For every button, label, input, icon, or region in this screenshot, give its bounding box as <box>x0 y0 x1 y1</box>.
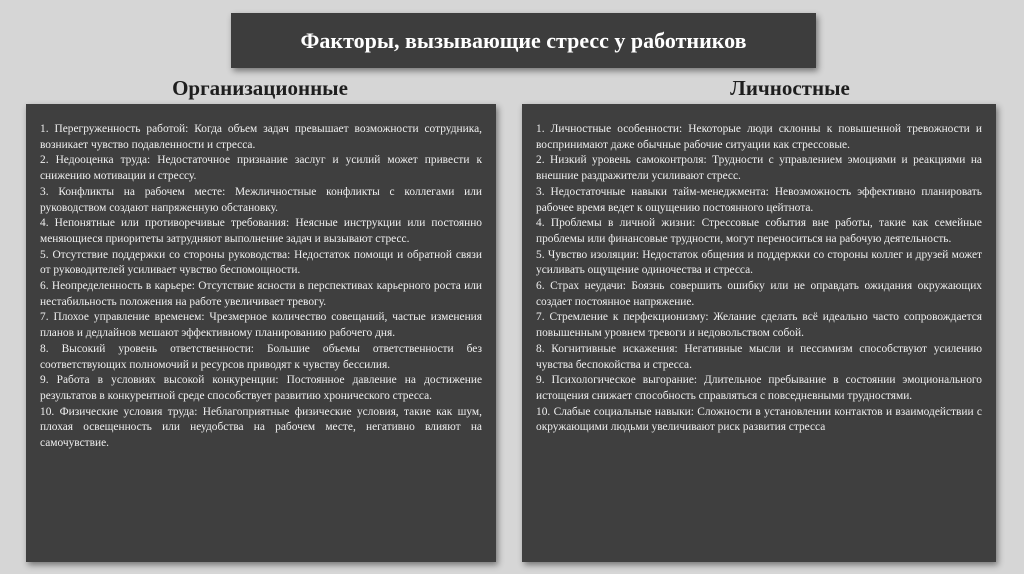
list-item: 2. Низкий уровень самоконтроля: Трудности с управлением эмоциями и реакциями на внешние раздражители усиливают стресс. <box>536 154 982 183</box>
list-item: 7. Плохое управление временем: Чрезмерное количество совещаний, частые изменения планов и дедлайнов мешают эффективному планированию рабочего дня. <box>40 311 482 340</box>
list-item: 10. Слабые социальные навыки: Сложности в установлении контактов и взаимодействии с окружающими людьми увеличивают риск развития стресса <box>536 405 982 434</box>
list-item: 5. Отсутствие поддержки со стороны руководства: Недостаток помощи и обратной связи от руководителей усиливает чувство беспомощности. <box>40 248 482 277</box>
slide-title: Факторы, вызывающие стресс у работников <box>300 27 747 53</box>
list-item: 8. Когнитивные искажения: Негативные мысли и пессимизм способствуют усилению чувства беспокойства и стресса. <box>536 342 982 371</box>
list-item: 9. Работа в условиях высокой конкуренции: Постоянное давление на достижение результатов в конкурентной среде способствует развитию хронического стресса. <box>40 374 482 402</box>
list-item: 8. Высокий уровень ответственности: Большие объемы ответственности без соответствующих полномочий и ресурсов приводят к чувству бессилия. <box>40 342 482 371</box>
list-item: 1. Перегруженность работой: Когда объем задач превышает возможности сотрудника, возникает чувство подавленности и стресса. <box>40 123 482 151</box>
list-item: 4. Проблемы в личной жизни: Стрессовые события вне работы, такие как семейные проблемы или финансовые трудности, могут переноситься на рабочую деятельность. <box>536 217 982 245</box>
list-item: 4. Непонятные или противоречивые требования: Неясные инструкции или постоянно меняющиеся приоритеты затрудняют выполнение задач и вызывают стресс. <box>40 217 482 245</box>
organizational-heading: Организационные <box>172 76 348 100</box>
list-item: 9. Психологическое выгорание: Длительное пребывание в состоянии эмоционального истощения снижает способность справляться с повседневными трудностями. <box>536 374 982 402</box>
list-item: 3. Конфликты на рабочем месте: Межличностные конфликты с коллегами или руководством создают напряженную обстановку. <box>40 185 482 214</box>
list-item: 2. Недооценка труда: Недостаточное признание заслуг и усилий может привести к снижению мотивации и стрессу. <box>40 154 482 183</box>
list-item: 1. Личностные особенности: Некоторые люди склонны к повышенной тревожности и воспринимают даже обычные рабочие ситуации как стрессовые. <box>536 123 982 151</box>
list-item: 3. Недостаточные навыки тайм-менеджмента: Невозможность эффективно планировать рабочее время ведет к ощущению постоянного цейтнота. <box>536 185 982 214</box>
list-item: 6. Страх неудачи: Боязнь совершить ошибку или не оправдать ожидания окружающих создает постоянное напряжение. <box>536 280 982 308</box>
list-item: 6. Неопределенность в карьере: Отсутствие ясности в перспективах карьерного роста или нестабильность положения на работе увеличивает тревогу. <box>40 280 482 308</box>
personal-factors-panel <box>522 104 996 562</box>
list-item: 10. Физические условия труда: Неблагоприятные физические условия, такие как шум, плохая освещенность или неудобства на рабочем месте, негативно влияют на самочувствие. <box>40 405 482 450</box>
list-item: 5. Чувство изоляции: Недостаток общения и поддержки со стороны коллег и друзей может усиливать ощущение одиночества и стресса. <box>536 248 982 277</box>
organizational-factors-panel <box>26 104 496 562</box>
personal-heading: Личностные <box>730 76 850 100</box>
list-item: 7. Стремление к перфекционизму: Желание сделать всё идеально часто сопровождается повышенным уровнем тревоги и недовольством собой. <box>536 311 982 340</box>
slide-title-box <box>231 13 816 68</box>
